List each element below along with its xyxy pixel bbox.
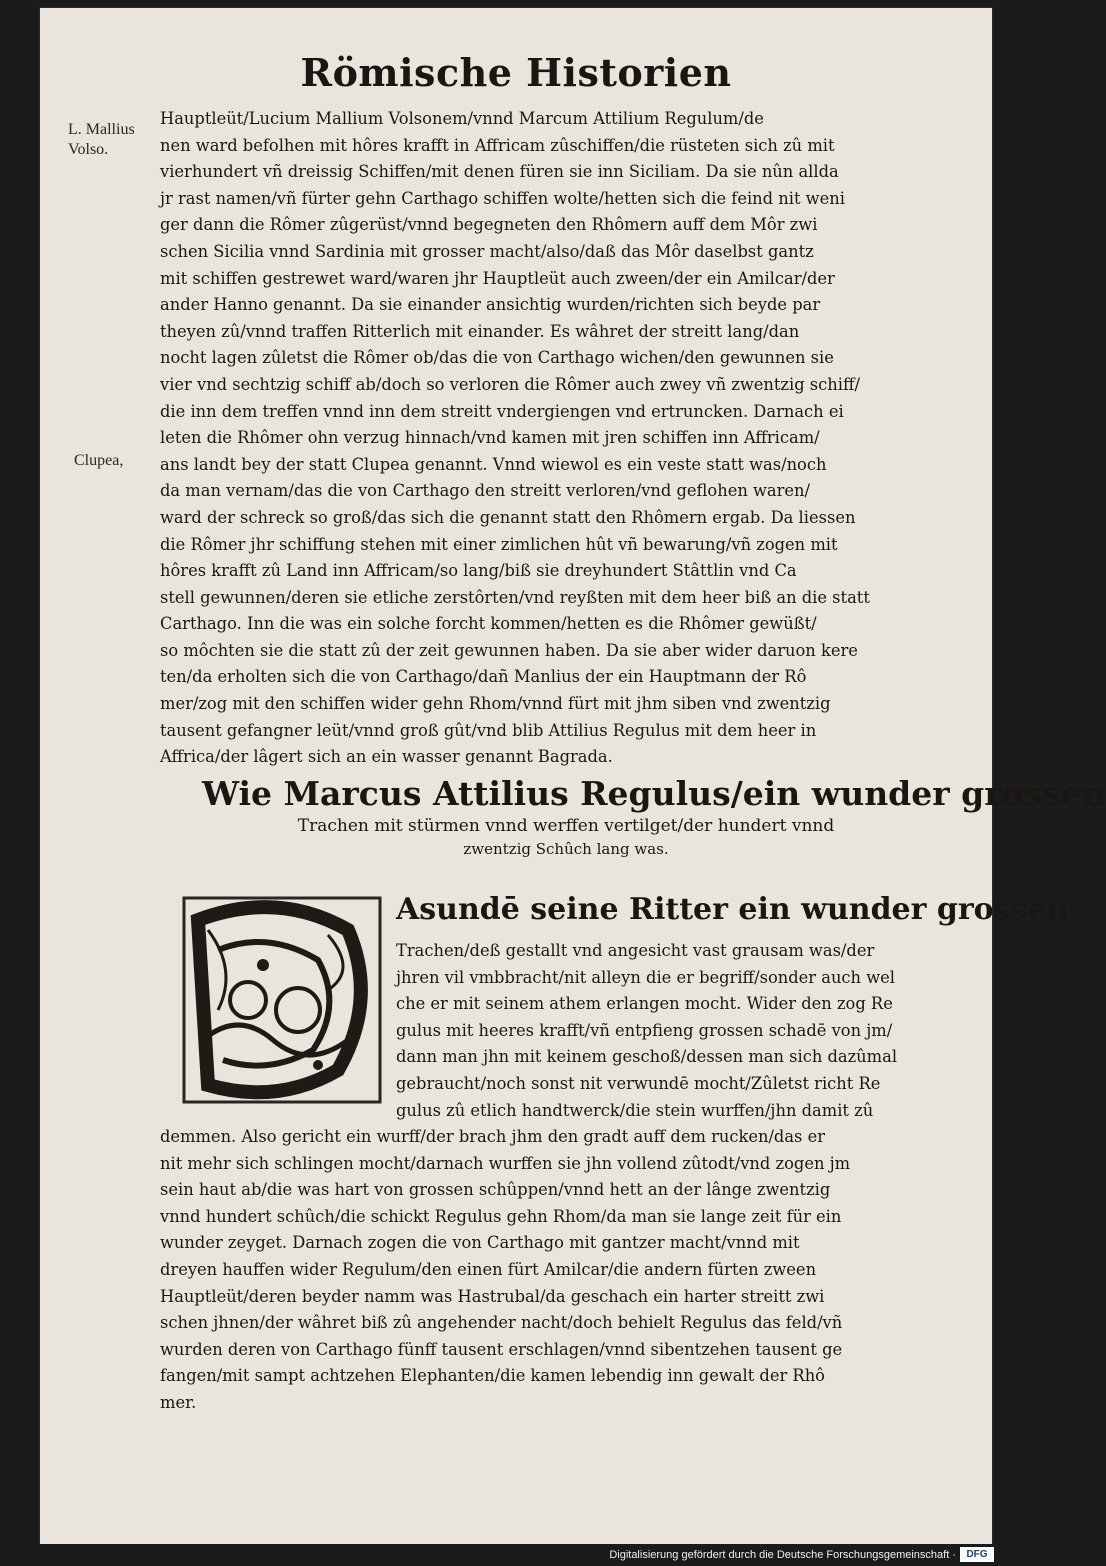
text-line: nit mehr sich schlingen mocht/darnach wurffen sie jhn vollend zûtodt/vnd zogen jm <box>160 1153 851 1173</box>
text-line: ans landt bey der statt Clupea genannt. Vnnd wiewol es ein veste statt was/noch <box>160 454 827 474</box>
dfg-logo: DFG <box>960 1547 994 1562</box>
book-page <box>40 8 1106 1544</box>
running-header: Römische Historien <box>300 50 732 95</box>
section-subheading-end: zwentzig Schûch lang was. <box>463 840 669 858</box>
text-line: mer. <box>160 1392 197 1412</box>
text-line: Hauptleüt/deren beyder namm was Hastrubal/da geschach ein harter streitt zwi <box>160 1286 825 1306</box>
text-line: Trachen/deß gestallt vnd angesicht vast grausam was/der <box>396 941 875 960</box>
text-line: die Rômer jhr schiffung stehen mit einer zimlichen hût vñ bewarung/vñ zogen mit <box>160 534 838 554</box>
decorated-initial-d-image <box>178 890 386 1110</box>
text-line: stell gewunnen/deren sie etliche zerstôrten/vnd reyßten mit dem heer biß an die statt <box>160 587 870 607</box>
margin-note-mallius <box>68 120 135 160</box>
text-line: nocht lagen zûletst die Rômer ob/das die von Carthago wichen/den gewunnen sie <box>160 348 834 368</box>
section-first-line: Asundē seine Ritter ein wunder grossen <box>396 892 1069 927</box>
text-line: so môchten sie die statt zû der zeit gewunnen haben. Da sie aber wider daruon kere <box>160 640 858 660</box>
text-line: wunder zeyget. Darnach zogen die von Carthago mit gantzer macht/vnnd mit <box>160 1233 800 1253</box>
footer-bar <box>0 1544 1000 1566</box>
text-line: theyen zû/vnnd traffen Ritterlich mit einander. Es wâhret der streitt lang/dan <box>160 321 800 341</box>
text-line: fangen/mit sampt achtzehen Elephanten/die kamen lebendig inn gewalt der Rhô <box>160 1366 825 1386</box>
text-line: tausent gefangner leüt/vnnd groß gût/vnd blib Attilius Regulus mit dem heer in <box>160 720 817 740</box>
text-line: ger dann die Rômer zûgerüst/vnnd begegneten den Rhômern auff dem Môr zwi <box>160 215 818 235</box>
text-line: schen Sicilia vnnd Sardinia mit grosser macht/also/daß das Môr daselbst gantz <box>160 241 814 261</box>
text-line: leten die Rhômer ohn verzug hinnach/vnd kamen mit jren schiffen inn Affricam/ <box>160 428 820 448</box>
text-line: schen jhnen/der wâhret biß zû angehender nacht/doch behielt Regulus das feld/vñ <box>160 1313 843 1333</box>
text-line: die inn dem treffen vnnd inn dem streitt vndergiengen vnd ertruncken. Darnach ei <box>160 401 844 421</box>
text-line: wurden deren von Carthago fünff tausent erschlagen/vnnd sibentzehen tausent ge <box>160 1339 843 1359</box>
text-line: dann man jhn mit keinem geschoß/dessen man sich dazûmal <box>396 1047 898 1067</box>
text-line: mer/zog mit den schiffen wider gehn Rhom/vnnd fürt mit jhm siben vnd zwentzig <box>160 694 831 714</box>
section-heading: Wie Marcus Attilius Regulus/ein wunder grossen <box>202 774 1106 813</box>
text-line: da man vernam/das die von Carthago den streitt verloren/vnd geflohen waren/ <box>160 481 811 501</box>
text-line: vierhundert vñ dreissig Schiffen/mit denen füren sie inn Siciliam. Da sie nûn allda <box>160 162 839 182</box>
text-line: ander Hanno genannt. Da sie einander ansichtig wurden/richten sich beyde par <box>160 295 821 315</box>
margin-note-line: L. Mallius <box>68 121 135 138</box>
initial-wrap-text <box>396 938 972 1124</box>
text-line: sein haut ab/die was hart von grossen schûppen/vnnd hett an der lânge zwentzig <box>160 1180 831 1200</box>
text-line: gulus mit heeres krafft/vñ entpfieng grossen schadē von jm/ <box>396 1020 893 1040</box>
text-line: hôres krafft zû Land inn Affricam/so lang/biß sie dreyhundert Stâttlin vnd Ca <box>160 561 797 581</box>
text-line: nen ward befolhen mit hôres krafft in Affricam zûschiffen/die rüsteten sich zû mit <box>160 135 835 155</box>
text-line: dreyen hauffen wider Regulum/den einen fürt Amilcar/die andern fürten zween <box>160 1259 817 1279</box>
margin-note-clupea <box>74 451 123 471</box>
section-body-text <box>160 1124 972 1417</box>
text-line: mit schiffen gestrewet ward/waren jhr Hauptleüt auch zween/der ein Amilcar/der <box>160 268 835 288</box>
text-line: ten/da erholten sich die von Carthago/dañ Manlius der ein Hauptmann der Rô <box>160 667 807 687</box>
text-line: Hauptleüt/Lucium Mallium Volsonem/vnnd Marcum Attilium Regulum/de <box>160 109 764 128</box>
text-line: gebraucht/noch sonst nit verwundē mocht/Zûletst richt Re <box>396 1073 881 1093</box>
text-line: Carthago. Inn die was ein solche forcht kommen/hetten es die Rhômer gewüßt/ <box>160 614 817 634</box>
text-line: vier vnd sechtzig schiff ab/doch so verloren die Rômer auch zwey vñ zwentzig schiff/ <box>160 374 861 394</box>
text-line: Affrica/der lâgert sich an ein wasser genannt Bagrada. <box>160 747 613 767</box>
section-subheading: Trachen mit stürmen vnnd werffen vertilget/der hundert vnnd <box>297 816 835 836</box>
text-line: ward der schreck so groß/das sich die genannt statt den Rhômern ergab. Da liessen <box>160 507 856 527</box>
footer-credit: Digitalisierung gefördert durch die Deutsche Forschungsgemeinschaft · <box>609 1549 956 1561</box>
text-line: gulus zû etlich handtwerck/die stein wurffen/jhn damit zû <box>396 1100 874 1120</box>
text-line: jhren vil vmbbracht/nit alleyn die er begriff/sonder auch wel <box>396 967 895 987</box>
margin-note-line: Volso. <box>68 141 109 158</box>
body-text-block <box>160 106 972 771</box>
text-line: vnnd hundert schûch/die schickt Regulus gehn Rhom/da man sie lange zeit für ein <box>160 1206 842 1226</box>
text-line: jr rast namen/vñ fürter gehn Carthago schiffen wolte/hetten sich die feind nit weni <box>160 188 845 208</box>
text-line: che er mit seinem athem erlangen mocht. Wider den zog Re <box>396 994 893 1014</box>
margin-note-line: Clupea, <box>74 452 124 469</box>
text-line: demmen. Also gericht ein wurff/der brach jhm den gradt auff dem rucken/das er <box>160 1127 826 1146</box>
